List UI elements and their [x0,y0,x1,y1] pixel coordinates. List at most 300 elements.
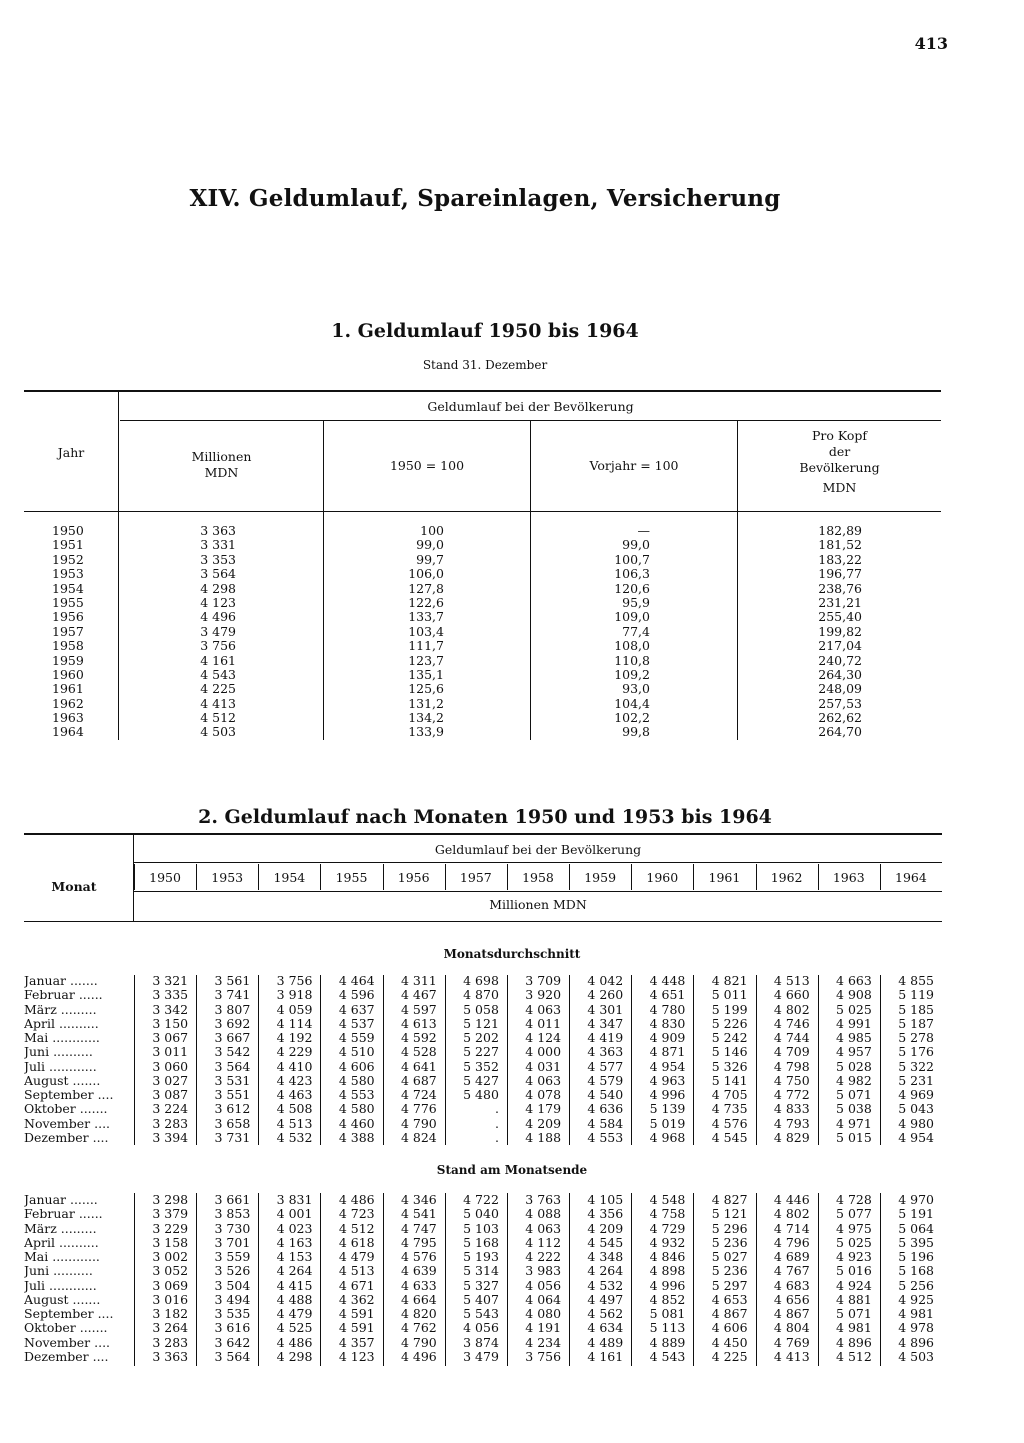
row-value: 4 225 [711,1348,748,1364]
row-value: 4 234 [525,1334,562,1350]
row-value: 4 298 [276,1348,313,1364]
row-value: 4 264 [587,1263,624,1279]
row-value: 4 191 [525,1320,562,1336]
table1-cell-year: 1962 [52,695,84,711]
table1-cell-index1950: 125,6 [408,681,444,697]
table1-header-index1950: 1950 = 100 [389,458,465,473]
row-value: 4 656 [773,1291,810,1307]
row-value: 4 954 [649,1058,686,1074]
table1-cell-index1950: 133,7 [408,609,444,625]
table1-header-jahr: Jahr [57,445,85,460]
row-value: 4 896 [836,1334,872,1350]
row-value: 4 124 [525,1030,562,1045]
row-value: 4 486 [276,1334,313,1350]
row-value: 4 683 [773,1277,810,1293]
row-value: 3 831 [276,1192,313,1207]
table1-cell-millionen: 4 123 [200,594,236,610]
row-month: Februar ...... [24,1207,103,1222]
table1-cell-year: 1954 [52,580,84,596]
row-value: 4 790 [400,1334,437,1350]
row-value: 4 896 [898,1334,934,1350]
row-month: Mai ............ [24,1250,100,1264]
row-value: 4 833 [773,1101,810,1117]
row-value: 4 633 [400,1277,437,1293]
row-value: 4 969 [898,1087,934,1102]
row-value: 3 150 [152,1015,189,1031]
table1-header-group: Geldumlauf bei der Bevölkerung [427,399,634,414]
table-row [24,1193,944,1207]
row-value: 3 658 [214,1115,251,1131]
header-line: MDN [204,465,239,480]
column-divider [258,975,259,1145]
table1-cell-millionen: 3 479 [200,623,236,639]
table2-year-header: 1956 [397,870,430,885]
row-month: März ......... [24,1002,97,1017]
row-value: 5 185 [898,1001,934,1017]
row-value: 4 362 [338,1291,375,1307]
row-value: 4 415 [276,1277,313,1293]
row-value: 4 889 [649,1334,686,1350]
column-divider [196,1193,197,1366]
row-value: 4 985 [836,1030,872,1045]
row-month: Oktober ....... [24,1102,108,1117]
row-value: 5 071 [836,1087,872,1102]
table1-cell-index1950: 134,2 [408,710,444,726]
row-value: 4 463 [276,1087,313,1102]
row-value: 4 123 [338,1348,375,1364]
row-value: 4 820 [400,1306,437,1321]
table1-cell-prokopf: 181,52 [818,537,862,553]
row-value: 4 795 [400,1234,437,1250]
row-value: 4 363 [587,1044,624,1060]
row-value: 4 488 [276,1291,313,1307]
row-value: 4 064 [525,1291,562,1307]
row-month: August ....... [24,1073,101,1088]
row-value: 4 512 [836,1348,872,1364]
row-value: 4 209 [525,1115,562,1131]
row-value: 4 687 [400,1072,437,1088]
table2-year-header: 1954 [273,870,306,885]
row-value: 5 139 [649,1101,686,1117]
row-value: 5 256 [898,1277,934,1293]
row-value: 4 112 [525,1234,562,1250]
column-divider [569,864,570,890]
row-month: September .... [24,1307,114,1321]
row-value: 4 870 [463,987,499,1003]
column-divider [383,975,384,1145]
table1-cell-year: 1961 [52,681,84,697]
column-divider [507,1193,508,1366]
row-value: 4 537 [338,1015,375,1031]
row-value: 5 193 [463,1249,499,1264]
row-value: . [494,1115,499,1131]
table1-cell-millionen: 4 512 [200,710,236,726]
row-value: 3 379 [152,1206,189,1222]
row-month: Dezember .... [24,1349,109,1364]
table1-cell-vorjahr: 108,0 [614,638,650,654]
row-value: 5 015 [836,1129,872,1145]
row-value: 4 545 [587,1234,624,1250]
row-value: 4 592 [400,1030,437,1045]
row-value: 4 579 [587,1072,624,1088]
row-value: 5 202 [463,1030,499,1045]
row-value: 5 543 [463,1306,499,1321]
table2-year-header: 1964 [895,870,927,885]
row-value: 4 088 [525,1206,562,1222]
row-value: 4 056 [525,1277,562,1293]
table1-cell-vorjahr: 109,2 [614,666,650,682]
row-value: 4 772 [773,1087,810,1102]
row-value: 4 347 [587,1015,624,1031]
row-value: 5 242 [711,1030,748,1045]
row-month: August ....... [24,1292,101,1307]
row-value: 5 227 [463,1044,499,1060]
table1-cell-millionen: 3 363 [200,523,236,538]
table2-title: 2. Geldumlauf nach Monaten 1950 und 1953 bis 1964 [198,806,772,828]
row-value: 4 722 [463,1192,499,1207]
row-value: 4 056 [463,1320,499,1336]
table1-cell-vorjahr: 77,4 [622,623,650,639]
table2-year-header: 1957 [459,870,492,885]
table1-cell-prokopf: 240,72 [818,652,862,668]
row-month: Juli ............ [24,1059,97,1074]
row-value: 4 513 [276,1115,313,1131]
header-line: MDN [822,480,857,495]
row-value: 4 584 [587,1115,624,1131]
row-value: 4 975 [836,1220,872,1236]
row-month: April .......... [24,1235,99,1250]
row-value: 4 909 [649,1030,686,1045]
row-value: 3 298 [152,1192,189,1207]
row-value: 4 346 [400,1192,437,1207]
row-month: Juli ............ [24,1278,97,1293]
row-value: 4 512 [338,1220,375,1236]
table1-cell-vorjahr: 106,3 [614,566,650,582]
row-value: 4 479 [338,1249,375,1264]
row-value: 4 802 [773,1206,810,1222]
table1-cell-prokopf: 217,04 [818,638,862,654]
table2-group-rule [134,862,942,863]
row-value: 3 551 [214,1087,251,1102]
row-value: 4 510 [338,1044,375,1060]
table1-cell-millionen: 4 413 [200,695,236,711]
row-value: 5 113 [649,1320,686,1336]
column-divider [818,864,819,890]
row-value: 4 651 [649,987,686,1003]
row-value: 5 081 [649,1306,686,1321]
row-value: 3 667 [214,1030,251,1045]
table1-cell-vorjahr: 120,6 [614,580,650,596]
row-month: Oktober ....... [24,1321,108,1336]
row-month: Juni .......... [24,1045,93,1060]
row-value: 4 971 [836,1115,872,1131]
row-value: 4 543 [649,1348,686,1364]
table2-section1 [24,974,944,1145]
table2-top-rule [24,833,942,835]
row-value: 4 464 [338,973,375,988]
column-divider [507,864,508,890]
row-value: 3 564 [214,1058,251,1074]
table-row [24,1350,944,1364]
row-value: 5 199 [711,1001,748,1017]
table2-year-header: 1955 [335,870,368,885]
table-row [24,1045,944,1059]
row-value: 5 278 [898,1030,934,1045]
row-value: 3 918 [276,987,313,1003]
row-value: 4 513 [773,973,810,988]
row-value: 4 513 [338,1263,375,1279]
row-value: 4 852 [649,1291,686,1307]
row-value: 3 060 [152,1058,189,1074]
row-value: 5 016 [836,1263,872,1279]
row-value: 5 322 [898,1058,934,1074]
row-value: 5 236 [711,1263,748,1279]
row-value: 4 790 [400,1115,437,1131]
row-value: 5 327 [463,1277,499,1293]
row-month: Januar ....... [24,1193,98,1207]
table1-header-rule [24,511,941,512]
column-divider [383,1193,384,1366]
table1-cell-vorjahr: 100,7 [614,551,650,567]
table1-cell-millionen: 4 496 [200,609,236,625]
row-value: 4 446 [773,1192,810,1207]
table1-cell-year: 1957 [52,623,84,639]
row-value: 5 480 [463,1087,499,1102]
page-number: 413 [914,34,948,53]
table1-cell-vorjahr: 99,0 [622,537,650,553]
row-value: 4 996 [649,1087,686,1102]
row-value: 3 087 [152,1087,189,1102]
row-month: März ......... [24,1221,97,1236]
column-divider [507,975,508,1145]
row-value: 4 963 [649,1072,686,1088]
chapter-title: XIV. Geldumlauf, Spareinlagen, Versicherung [189,185,781,212]
table-row [24,1003,944,1017]
row-value: 3 561 [214,973,251,988]
column-divider [693,1193,694,1366]
row-value: 5 103 [463,1220,499,1236]
row-value: 4 532 [276,1129,313,1145]
table2-year-header: 1960 [646,870,679,885]
table2-section2-label: Stand am Monatsende [436,1163,588,1177]
row-value: 4 827 [711,1192,748,1207]
row-value: 4 419 [587,1030,624,1045]
row-value: 3 709 [525,973,562,988]
row-value: 4 802 [773,1001,810,1017]
row-value: 5 071 [836,1306,872,1321]
row-value: 4 804 [773,1320,810,1336]
row-month: November .... [24,1116,111,1131]
table1-cell-millionen: 3 353 [200,551,236,567]
row-value: 4 525 [276,1320,313,1336]
table-row [24,1060,944,1074]
row-value: 4 209 [587,1220,624,1236]
row-value: 3 158 [152,1234,189,1250]
row-value: 3 642 [214,1334,251,1350]
table-row [24,988,944,1002]
row-value: 5 168 [898,1263,934,1279]
row-value: 4 229 [276,1044,313,1060]
row-value: 5 058 [463,1001,499,1017]
row-value: 4 348 [587,1249,624,1264]
table-row [24,1222,944,1236]
row-value: 4 981 [836,1320,872,1336]
row-value: 4 063 [525,1072,562,1088]
row-value: 4 923 [836,1249,872,1264]
row-value: 5 028 [836,1058,872,1074]
table-row [24,1117,944,1131]
header-line: Pro Kopf [811,428,868,443]
table2-section2 [24,1193,944,1364]
row-value: 3 321 [152,973,189,988]
column-divider [320,1193,321,1366]
row-value: 4 311 [400,973,437,988]
row-value: 5 226 [711,1015,748,1031]
row-value: 3 283 [152,1334,189,1350]
row-value: 4 881 [836,1291,872,1307]
table1-cell-index1950: 127,8 [408,580,444,596]
row-value: 4 105 [587,1192,624,1207]
row-value: 4 728 [836,1192,872,1207]
row-value: 4 114 [276,1015,313,1031]
row-value: 3 730 [214,1220,251,1236]
row-value: 4 063 [525,1001,562,1017]
table1-cell-index1950: 123,7 [408,652,444,668]
column-divider [320,975,321,1145]
row-value: 4 653 [711,1291,748,1307]
row-value: 5 025 [836,1001,872,1017]
row-value: 4 000 [525,1044,562,1060]
column-divider [631,975,632,1145]
row-value: 4 698 [463,973,499,988]
row-value: 4 980 [898,1115,934,1131]
row-value: 5 121 [463,1015,499,1031]
row-value: 5 427 [463,1072,499,1088]
row-value: 4 637 [338,1001,375,1017]
table1-cell-index1950: 99,0 [416,537,444,553]
row-value: 4 489 [587,1334,624,1350]
row-value: 4 639 [400,1263,437,1279]
row-value: 4 978 [898,1320,934,1336]
table1-cell-year: 1952 [52,551,84,567]
row-month: Dezember .... [24,1130,109,1145]
row-value: 5 296 [711,1220,748,1236]
row-value: 3 731 [214,1129,251,1145]
row-value: 4 793 [773,1115,810,1131]
row-value: 3 741 [214,987,251,1003]
row-value: 4 410 [276,1058,313,1074]
column-divider [258,864,259,890]
row-value: 4 714 [773,1220,810,1236]
row-value: 4 660 [773,987,810,1003]
row-value: 3 756 [525,1348,562,1364]
row-value: 4 423 [276,1072,313,1088]
table1-cell-index1950: 100 [420,523,444,538]
table1-cell-vorjahr: 110,8 [614,652,650,668]
row-value: 4 932 [649,1234,686,1250]
row-value: 4 508 [276,1101,313,1117]
column-divider [383,864,384,890]
row-value: 4 606 [711,1320,748,1336]
row-value: 3 067 [152,1030,189,1045]
row-value: 3 016 [152,1291,189,1307]
row-value: 4 596 [338,987,375,1003]
column-divider [445,864,446,890]
row-value: 3 182 [152,1306,189,1321]
table-row [24,1250,944,1264]
row-value: 5 043 [898,1101,934,1117]
row-value: 3 661 [214,1192,251,1207]
row-value: 4 576 [711,1115,748,1131]
row-value: 4 996 [649,1277,686,1293]
table1-cell-year: 1955 [52,594,84,610]
row-value: 4 179 [525,1101,562,1117]
row-value: 4 011 [525,1015,562,1031]
row-value: 4 161 [587,1348,624,1364]
row-value: 4 080 [525,1306,562,1321]
row-value: 4 413 [773,1348,810,1364]
row-value: 3 807 [214,1001,251,1017]
row-value: 4 724 [400,1087,437,1102]
row-value: 3 335 [152,987,189,1003]
row-value: 3 394 [152,1129,189,1145]
table-row [24,1264,944,1278]
row-value: 4 796 [773,1234,810,1250]
row-value: 4 580 [338,1072,375,1088]
table1-cell-vorjahr: 99,8 [622,724,650,740]
column-divider [693,864,694,890]
row-value: 3 756 [276,973,313,988]
row-value: 3 283 [152,1115,189,1131]
row-value: 4 744 [773,1030,810,1045]
row-value: 3 616 [214,1320,251,1336]
table1-header-millionen [120,449,323,481]
row-value: 3 853 [214,1206,251,1222]
row-value: 4 829 [773,1129,810,1145]
table1-cell-index1950: 131,2 [408,695,444,711]
table1-cell-year: 1953 [52,566,84,582]
table1-cell-index1950: 99,7 [416,551,444,567]
column-divider [880,975,881,1145]
row-month: April .......... [24,1016,99,1031]
column-divider [756,1193,757,1366]
row-value: 4 664 [400,1291,437,1307]
row-value: 3 692 [214,1015,251,1031]
table-row [24,1207,944,1221]
row-value: 4 577 [587,1058,624,1074]
row-value: 4 729 [649,1220,686,1236]
table1-cell-index1950: 103,4 [408,623,444,639]
row-value: 4 301 [587,1001,624,1017]
row-value: 4 671 [338,1277,375,1293]
row-value: 4 824 [400,1129,437,1145]
table1-cell-millionen: 3 756 [200,638,236,654]
column-divider [196,975,197,1145]
row-value: 4 769 [773,1334,810,1350]
table1-cell-vorjahr: 93,0 [622,681,650,697]
column-divider [631,864,632,890]
table1-cell-prokopf: 231,21 [818,594,862,610]
row-value: 4 357 [338,1334,375,1350]
table2-header-unit: Millionen MDN [489,897,587,912]
row-value: . [494,1129,499,1145]
table-row [24,1088,944,1102]
row-value: 5 326 [711,1058,748,1074]
table-row [24,1336,944,1350]
row-value: 4 767 [773,1263,810,1279]
table1-cell-vorjahr: — [637,523,650,538]
row-value: 4 503 [898,1348,934,1364]
